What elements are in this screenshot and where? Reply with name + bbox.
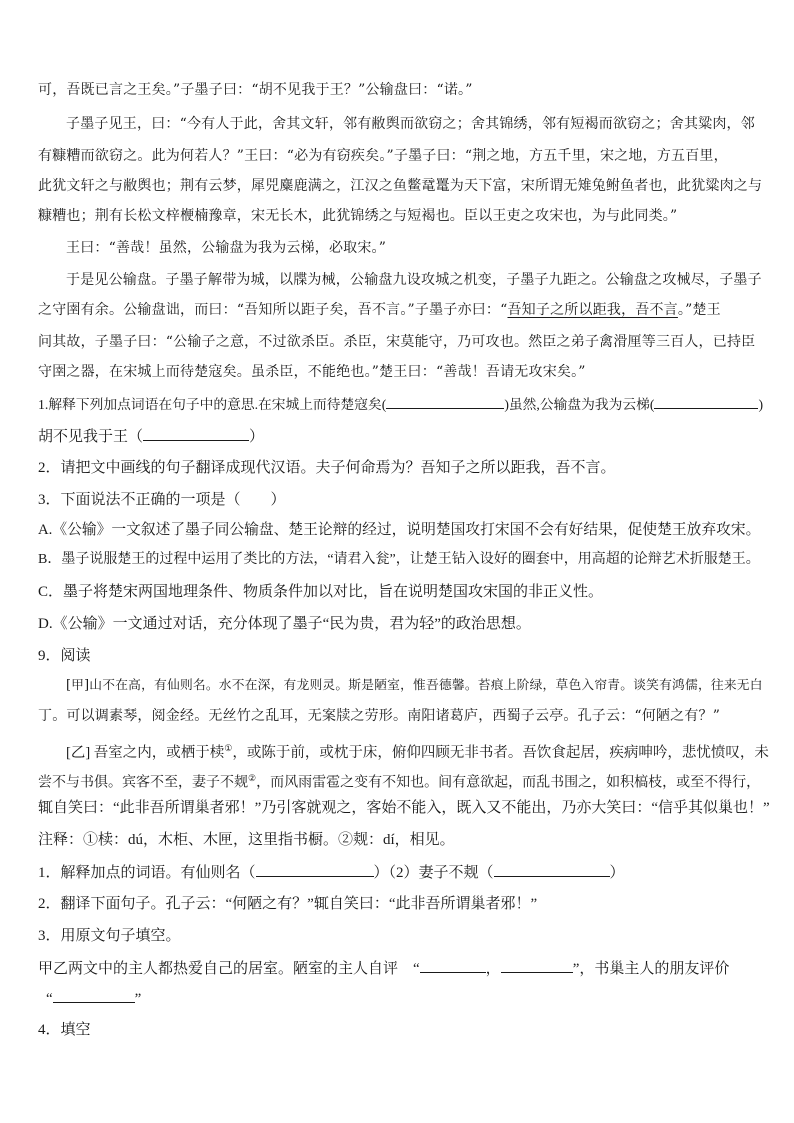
- question-text: ): [758, 397, 764, 412]
- passage-yi-line: 辄自笑曰：“此非吾所谓巢者邪！”乃引客就观之，客始不能入，既入又不能出，乃亦大笑曰：“信乎其似巢也！”: [38, 800, 770, 816]
- sub-question-2: 2．翻译下面句子。孔子云：“何陋之有？”辄自笑曰：“此非吾所谓巢者邪！”: [38, 896, 538, 912]
- passage-line: 有糠糟而欲窃之。此为何若人？”王曰：“必为有窃疾矣。”子墨子曰：“荆之地，方五千里，宋之地，方五百里，: [38, 148, 728, 164]
- passage-line: 糠糟也；荆有长松文梓楩楠豫章，宋无长木，此犹锦绣之与短褐也。臣以王吏之攻宋也，为与此同类。”: [38, 208, 678, 224]
- answer-blank[interactable]: [386, 394, 504, 409]
- sub-question-1: [38, 862, 625, 883]
- option-b: B．墨子说服楚王的过程中运用了类比的方法，“请君入瓮”，让楚王钻入设好的圈套中，用高超的论辩艺术折服楚王。: [38, 552, 760, 567]
- passage-line: 守圉之器，在宋城上而待楚寇矣。虽杀臣，不能绝也。”楚王曰：“善哉！吾请无攻宋矣。”: [38, 364, 586, 380]
- question-text: ”: [134, 991, 142, 1007]
- passage-line: 于是见公输盘。子墨子解带为城，以牒为械，公输盘九设攻城之机变，子墨子九距之。公输盘之攻械尽，子墨子: [66, 272, 762, 288]
- passage-yi-line: [66, 738, 769, 763]
- passage-line: 王曰：“善哉！虽然，公输盘为我为云梯，必取宋。”: [66, 240, 387, 256]
- question-text: “: [46, 991, 53, 1007]
- question-text: 1.解释下列加点词语在句子中的意思.在宋城上而待楚寇矣(: [38, 397, 387, 412]
- question-text: ，: [485, 961, 501, 977]
- passage-line: 问其故，子墨子曰：“公输子之意，不过欲杀臣。杀臣，宋莫能守，乃可攻也。然臣之弟子禽滑厘等三百人，已持臣: [38, 334, 756, 350]
- sub-question-3: 3．用原文句子填空。: [38, 928, 181, 944]
- passage-text: ，或陈于前，或枕于床，俯仰四顾无非书者。吾饮食起居，疾病呻吟，悲忧愤叹，未: [232, 744, 769, 761]
- question-1-cont: [38, 426, 264, 447]
- sub-question-3-fill: [38, 958, 729, 979]
- passage-jia-line: 丁。可以调素琴，阅金经。无丝竹之乱耳，无案牍之劳形。南阳诸葛庐，西蜀子云亭。孔子云：“何陋之有？”: [38, 708, 721, 724]
- answer-blank[interactable]: [501, 958, 573, 973]
- question-text: ）: [609, 865, 625, 881]
- underlined-sentence: 吾知子之所以距我，吾不言: [507, 302, 678, 318]
- question-3-stem: 3．下面说法不正确的一项是（ ）: [38, 492, 286, 508]
- footnote-marker: ②: [248, 773, 257, 783]
- answer-blank[interactable]: [420, 958, 486, 973]
- answer-blank[interactable]: [654, 394, 758, 409]
- passage-text: 。”楚王: [677, 302, 721, 318]
- passage-text: 尝不与书俱。宾客不至，妻子不觌: [38, 775, 248, 791]
- passage-line: [38, 300, 721, 320]
- option-a: A.《公输》一文叙述了墨子同公输盘、楚王论辩的经过，说明楚国攻打宋国不会有好结果，促使楚王放弃攻宋。: [38, 522, 761, 538]
- question-text: 胡不见我于王（: [38, 429, 144, 445]
- passage-line: 此犹文轩之与敝舆也；荆有云梦，犀兕麋鹿满之，江汉之鱼鳖鼋鼍为天下富，宋所谓无雉兔鲋鱼者也，此犹粱肉之与: [38, 178, 763, 194]
- passage-line: 子墨子见王，曰：“今有人于此，舍其文轩，邻有敝舆而欲窃之；舍其锦绣，邻有短褐而欲窃之；舍其粱肉，邻: [66, 116, 755, 132]
- question-text: ”，书巢主人的朋友评价: [572, 961, 730, 977]
- question-text: ）: [249, 429, 265, 445]
- passage-text: 之守圉有余。公输盘诎，而曰：“吾知所以距子矣，吾不言。”子墨子亦曰：“: [38, 302, 508, 318]
- answer-blank[interactable]: [494, 862, 610, 877]
- footnote-marker: ①: [224, 743, 233, 753]
- option-d: D.《公输》一文通过对话，充分体现了墨子“民为贵，君为轻”的政治思想。: [38, 616, 531, 632]
- answer-blank[interactable]: [143, 426, 249, 441]
- question-text: 甲乙两文中的主人都热爱自己的居室。陋室的主人自评 “: [38, 961, 420, 977]
- passage-yi-line: [38, 768, 760, 794]
- sub-question-3-fill-cont: [46, 988, 141, 1009]
- passage-line: 可，吾既已言之王矣。”子墨子曰：“胡不见我于王？”公输盘曰：“诺。”: [38, 82, 473, 98]
- option-c: C．墨子将楚宋两国地理条件、物质条件加以对比，旨在说明楚国攻宋国的非正义性。: [38, 584, 604, 600]
- passage-text: ，而风雨雷雹之变有不知也。间有意欲起，而乱书围之，如积槁枝，或至不得行，: [256, 775, 761, 791]
- answer-blank[interactable]: [53, 988, 135, 1003]
- passage-jia-line: [甲]山不在高，有仙则名。水不在深，有龙则灵。斯是陋室，惟吾德馨。苔痕上阶绿，草色入帘青。谈笑有鸿儒，往来无白: [66, 678, 763, 693]
- question-text: )虽然,公输盘为我为云梯(: [504, 397, 655, 412]
- sub-question-4: 4．填空: [38, 1022, 91, 1038]
- question-text: ）（2）妻子不觌（: [373, 865, 494, 881]
- section-9-title: 9．阅读: [38, 648, 91, 664]
- question-2: 2．请把文中画线的句子翻译成现代汉语。夫子何命焉为？吾知子之所以距我，吾不言。: [38, 460, 616, 476]
- passage-text: [乙] 吾室之内，或栖于椟: [66, 744, 225, 761]
- footnote: 注释：①椟：dú，木柜、木匣，这里指书橱。②觌：dí，相见。: [38, 832, 455, 848]
- answer-blank[interactable]: [256, 862, 374, 877]
- question-text: 1．解释加点的词语。有仙则名（: [38, 865, 256, 881]
- question-1: [38, 394, 763, 415]
